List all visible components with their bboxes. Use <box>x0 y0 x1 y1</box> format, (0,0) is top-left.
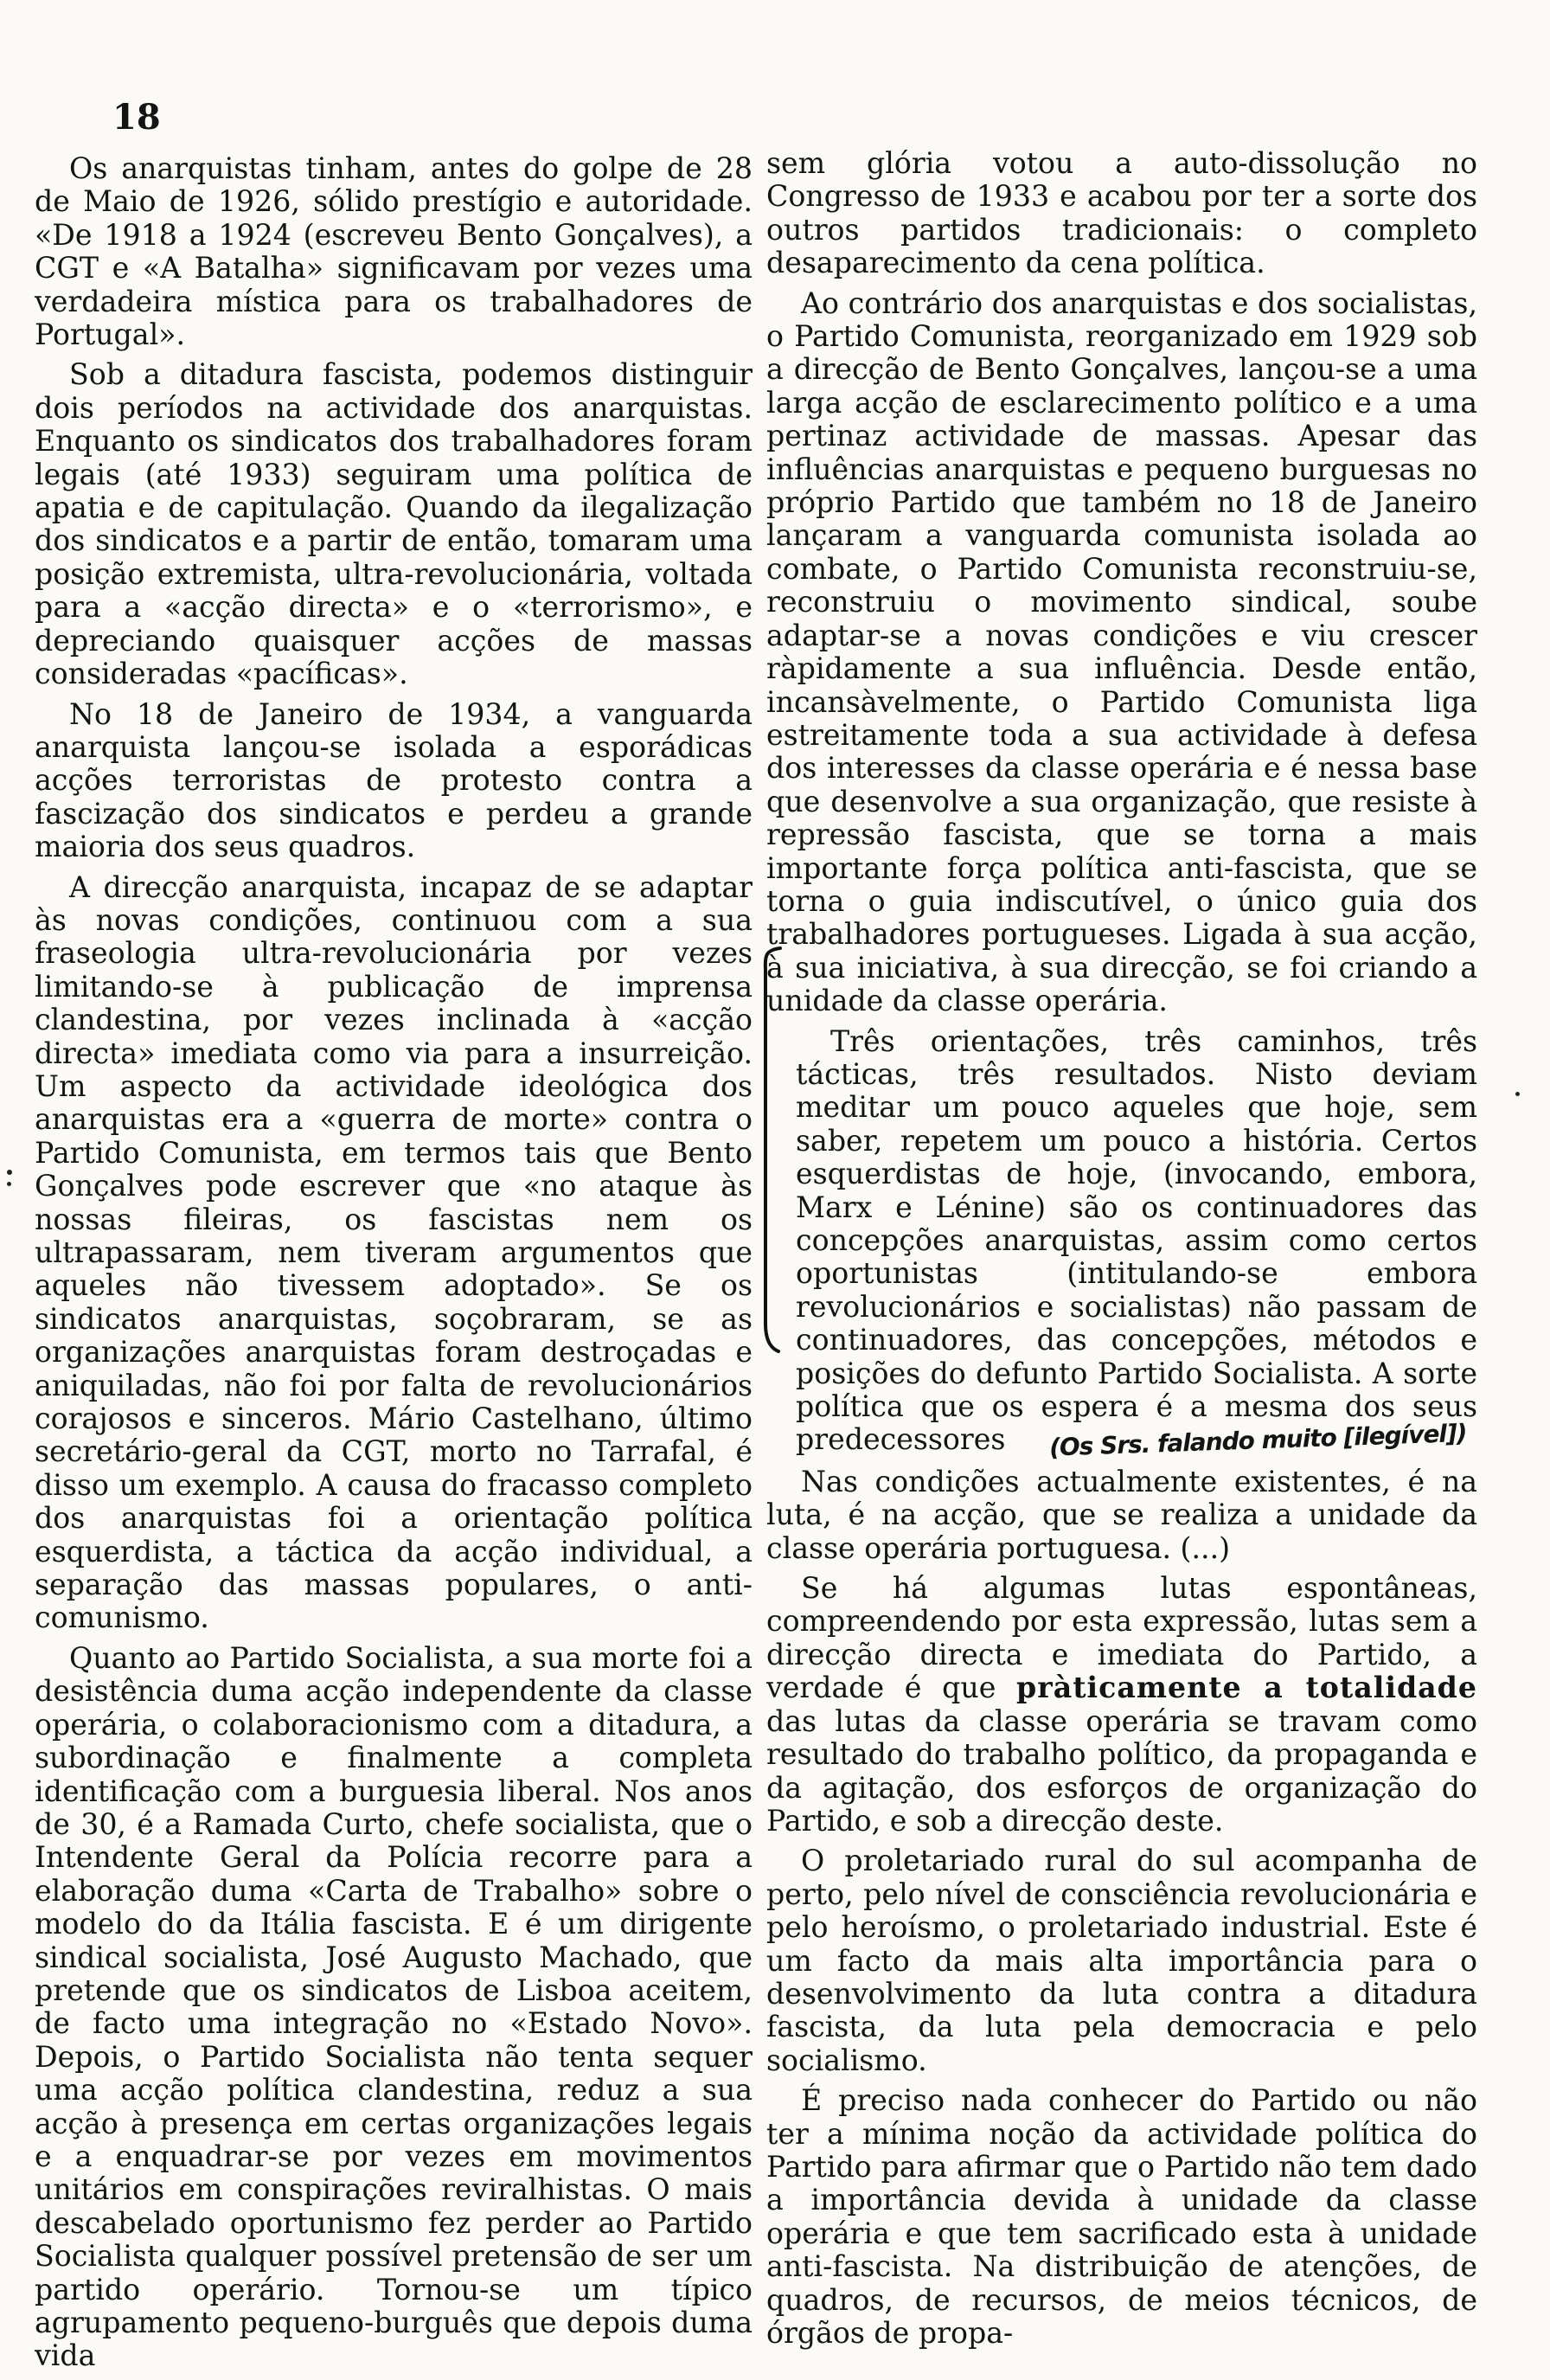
paragraph <box>796 1023 1477 1463</box>
page-number: 18 <box>112 97 161 138</box>
paragraph-text: Se há algumas lutas espontâneas, compreendendo por esta expressão, lutas sem a direcção directa e imediata do Partido, a verdade é que <box>766 1571 1477 1705</box>
paragraph: O proletariado rural do sul acompanha de perto, pelo nível de consciência revolucionária e pelo heroísmo, o proletariado industrial. Este é um facto da mais alta importância para o desenvolvimento da luta contra a ditadura fascista, da luta pela democracia e pelo socialismo. <box>766 1844 1477 2077</box>
paragraph <box>766 1572 1477 1838</box>
marked-passage <box>766 1023 1477 1463</box>
scan-speck <box>7 1170 12 1175</box>
paragraph-text: das lutas da classe operária se travam como resultado do trabalho político, da propaganda e da agitação, dos esforços de organização do Partido, e sob a direcção deste. <box>766 1703 1477 1838</box>
paragraph: Quanto ao Partido Socialista, a sua morte foi a desistência duma acção independente da classe operária, o colaboracionismo com a ditadura, a subordinação e finalmente a completa identificação com a burguesia liberal. Nos anos de 30, é a Ramada Curto, chefe socialista, que o Intendente Geral da Polícia recorre para a elaboração duma «Carta de Trabalho» sobre o modelo do da Itália fascista. E é um dirigente sindical socialista, José Augusto Machado, que pretende que os sindicatos de Lisboa aceitem, de facto uma integração no «Estado Novo». Depois, o Partido Socialista não tenta sequer uma acção política clandestina, reduz a sua acção à presença em certas organizações legais e a enquadrar-se por vezes em movimentos unitários em conspirações reviralhistas. O mais descabelado oportunismo fez perder ao Partido Socialista qualquer possível pretensão de ser um partido operário. Tornou-se um típico agrupamento pequeno-burguês que depois duma vida <box>35 1640 753 2373</box>
scan-speck <box>7 1182 11 1186</box>
paragraph: Sob a ditadura fascista, podemos distinguir dois períodos na actividade dos anarquistas. Enquanto os sindicatos dos trabalhadores foram legais (até 1933) seguiram uma política de apatia e de capitulação. Quando da ilegalização dos sindicatos e a partir de então, tomaram uma posição extremista, ultra-revolucionária, voltada para a «acção directa» e o «terrorismo», e depreciando quaisquer acções de massas consideradas «pacíficas». <box>35 357 753 691</box>
scan-speck <box>1515 1092 1520 1096</box>
handwritten-annotation: (Os Srs. falando muito [ilegível]) <box>1048 1419 1468 1463</box>
margin-bracket-mark <box>758 943 784 1355</box>
left-column <box>35 152 753 2380</box>
paragraph: A direcção anarquista, incapaz de se adaptar às novas condições, continuou com a sua fraseologia ultra-revolucionária por vezes limitando-se à publicação de imprensa clandestina, por vezes inclinada à «acção directa» imediata como via para a insurreição. Um aspecto da actividade ideológica dos anarquistas era a «guerra de morte» contra o Partido Comunista, em termos tais que Bento Gonçalves pode escrever que «no ataque às nossas fileiras, os fascistas nem os ultrapassaram, nem tiveram argumentos que aqueles não tivessem adoptado». Se os sindicatos anarquistas, soçobraram, se as organizações anarquistas foram destroçadas e aniquiladas, não foi por falta de revolucionários corajosos e sinceros. Mário Castelhano, último secretário-geral da CGT, morto no Tarrafal, é disso um exemplo. A causa do fracasso completo dos anarquistas foi a orientação política esquerdista, a táctica da acção individual, a separação das massas populares, o anti-comunismo. <box>35 869 753 1635</box>
paragraph: sem glória votou a auto-dissolução no Congresso de 1933 e acabou por ter a sorte dos outros partidos tradicionais: o completo desaparecimento da cena política. <box>766 146 1477 280</box>
paragraph: Nas condições actualmente existentes, é na luta, é na acção, que se realiza a unidade da classe operária portuguesa. (...) <box>766 1464 1477 1565</box>
emphasized-text: pràticamente a totalidade <box>1016 1671 1477 1705</box>
paragraph: Os anarquistas tinham, antes do golpe de 28 de Maio de 1926, sólido prestígio e autoridade. «De 1918 a 1924 (escreveu Bento Gonçalves), a CGT e «A Batalha» significavam por vezes uma verdadeira mística para os trabalhadores de Portugal». <box>35 151 753 352</box>
paragraph-text: Três orientações, três caminhos, três tácticas, três resultados. Nisto deviam meditar um pouco aqueles que hoje, sem saber, repetem um pouco a história. Certos esquerdistas de hoje, (invocando, embora, Marx e Lénine) são os continuadores das concepções anarquistas, assim como certos oportunistas (intitulando-se embora revolucionários e socialistas) não passam de continuadores, das concepções, métodos e posições do defunto Partido Socialista. A sorte política que os espera é a mesma dos seus predecessores <box>796 1023 1477 1457</box>
paragraph: Ao contrário dos anarquistas e dos socialistas, o Partido Comunista, reorganizado em 1929 sob a direcção de Bento Gonçalves, lançou-se a uma larga acção de esclarecimento político e a uma pertinaz actividade de massas. Apesar das influências anarquistas e pequeno burguesas no próprio Partido que também no 18 de Janeiro lançaram a vanguarda comunista isolada ao combate, o Partido Comunista reconstruiu-se, reconstruiu o movimento sindical, soube adaptar-se a novas condições e viu crescer ràpidamente a sua influência. Desde então, incansàvelmente, o Partido Comunista liga estreitamente toda a sua actividade à defesa dos interesses da classe operária e é nessa base que desenvolve a sua organização, que resiste à repressão fascista, que se torna a mais importante força política anti-fascista, que se torna o guia indiscutível, o único guia dos trabalhadores portugueses. Ligada à sua acção, à sua iniciativa, à sua direcção, se foi criando a unidade da classe operária. <box>766 285 1477 1018</box>
paragraph: É preciso nada conhecer do Partido ou não ter a mínima noção da actividade política do Partido para afirmar que o Partido não tem dado a importância devida à unidade da classe operária e que tem sacrificado esta à unidade anti-fascista. Na distribuição de atenções, de quadros, de recursos, de meios técnicos, de órgãos de propa- <box>766 2083 1477 2350</box>
right-column <box>766 147 1477 2357</box>
paragraph: No 18 de Janeiro de 1934, a vanguarda anarquista lançou-se isolada a esporádicas acções terroristas de protesto contra a fascização dos sindicatos e perdeu a grande maioria dos seus quadros. <box>35 696 753 864</box>
